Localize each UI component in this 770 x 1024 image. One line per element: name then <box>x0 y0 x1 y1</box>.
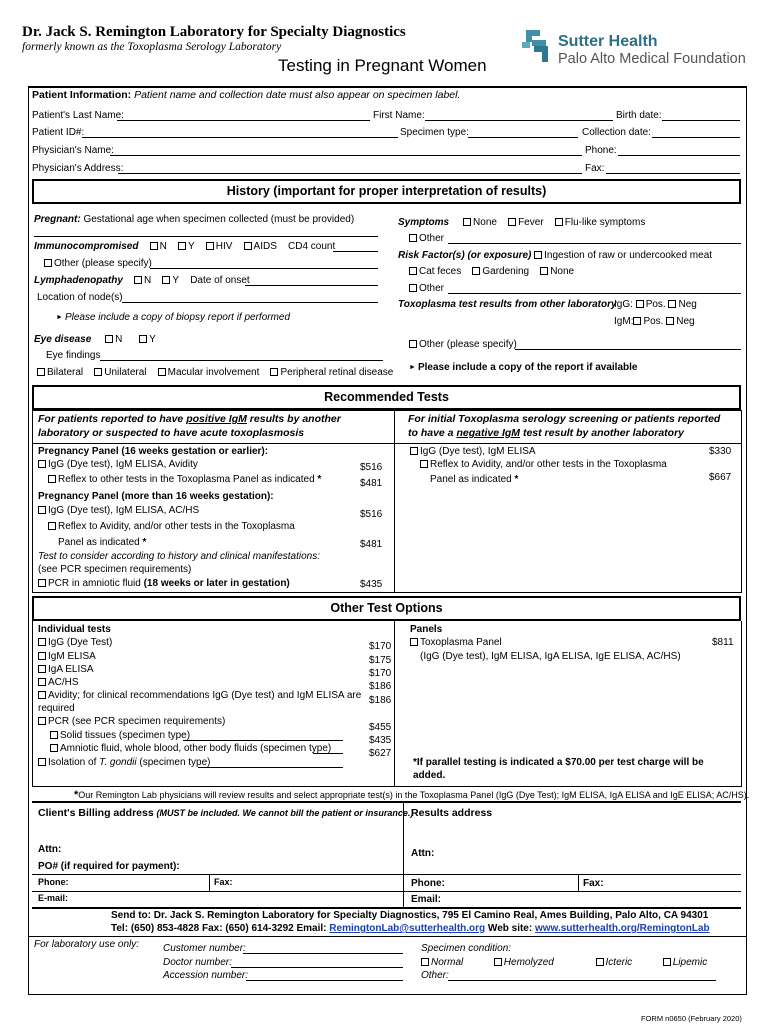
birth-date-label: Birth date: <box>616 110 662 121</box>
toxo-other-lab-label: Toxoplasma test results from other laboratory <box>398 299 617 310</box>
immuno-other-checkbox[interactable] <box>44 259 52 267</box>
left-head-1: For patients reported to have positive IgM results by another <box>38 413 341 425</box>
history-other-please: Other (please specify) <box>409 339 517 350</box>
normal-checkbox[interactable] <box>421 958 429 966</box>
fever-checkbox[interactable] <box>508 218 516 226</box>
former-name: formerly known as the Toxoplasma Serology Laboratory <box>22 41 282 53</box>
avidity-2: required <box>38 703 75 714</box>
first-name-label: First Name: <box>373 110 425 121</box>
cat-feces-checkbox[interactable] <box>409 267 417 275</box>
accession-number-field[interactable] <box>246 980 403 981</box>
parallel-1: *If parallel testing is indicated a $70.00 per test charge will be <box>413 757 704 768</box>
history-other-please-field[interactable] <box>515 349 741 350</box>
symptoms-other-checkbox[interactable] <box>409 234 417 242</box>
individual-price: $186 <box>369 681 392 692</box>
hemolyzed-checkbox[interactable] <box>494 958 502 966</box>
lipemic-checkbox[interactable] <box>663 958 671 966</box>
immuno-row: Immunocompromised N Y HIV AIDS CD4 count <box>34 241 336 252</box>
isolation-checkbox[interactable] <box>38 758 46 766</box>
client-attn: Attn: <box>38 844 62 855</box>
solid-field[interactable] <box>183 740 343 741</box>
panel16-tests: IgG (Dye test), IgM ELISA, Avidity <box>38 459 198 470</box>
avidity-checkbox[interactable] <box>38 691 46 699</box>
recommended-title: Recommended Tests <box>32 385 741 410</box>
individual-price: $170 <box>369 641 392 652</box>
lymph-n-checkbox[interactable] <box>134 276 142 284</box>
history-title: History (important for proper interpretation of results) <box>32 179 741 204</box>
toxo-panel: Toxoplasma Panel <box>410 637 502 648</box>
symptoms-none-checkbox[interactable] <box>463 218 471 226</box>
email-link[interactable]: RemingtonLab@sutterhealth.org <box>329 923 486 934</box>
right-reflex-1: Reflex to Avidity, and/or other tests in the Toxoplasma <box>420 459 667 470</box>
specimen-type-label: Specimen type: <box>400 127 469 138</box>
flu-checkbox[interactable] <box>555 218 563 226</box>
isolation: Isolation of T. gondii (specimen type) <box>38 757 211 768</box>
icteric-checkbox[interactable] <box>596 958 604 966</box>
amniotic-field[interactable] <box>313 753 343 754</box>
lymph-row: Lymphadenopathy N Y Date of onset <box>34 275 250 286</box>
reflex-toxo-checkbox[interactable] <box>48 475 56 483</box>
amniotic: Amniotic fluid, whole blood, other body fluids (specimen type) <box>50 743 331 754</box>
risk-none-checkbox[interactable] <box>540 267 548 275</box>
pcr-checkbox[interactable] <box>38 717 46 725</box>
specimen-type-field[interactable] <box>468 137 578 138</box>
right-igg-checkbox[interactable] <box>410 447 418 455</box>
eye-findings-label: Eye findings <box>46 350 101 361</box>
results-email: Email: <box>411 894 442 905</box>
solid-price: $455 <box>369 722 392 733</box>
toxo-panel-price: $811 <box>712 637 734 648</box>
results-phone: Phone: <box>411 878 445 889</box>
individual-checkbox[interactable] <box>38 665 46 673</box>
avidity-1: Avidity; for clinical recommendations IgG (Dye test) and IgM ELISA are <box>38 690 361 701</box>
patient-id-field[interactable] <box>82 137 398 138</box>
eye-n-checkbox[interactable] <box>105 335 113 343</box>
right-reflex-checkbox[interactable] <box>420 460 428 468</box>
immuno-y-checkbox[interactable] <box>178 242 186 250</box>
po-label: PO# (if required for payment): <box>38 861 180 872</box>
gardening-checkbox[interactable] <box>472 267 480 275</box>
date-onset-field[interactable] <box>245 285 378 286</box>
last-name-label: Patient's Last Name: <box>32 110 124 121</box>
reflex-price-2: $481 <box>360 539 383 550</box>
aids-checkbox[interactable] <box>244 242 252 250</box>
doctor-number-field[interactable] <box>231 967 403 968</box>
right-reflex-2: Panel as indicated * <box>430 474 519 485</box>
last-name-field[interactable] <box>117 120 370 121</box>
cd4-field[interactable] <box>333 251 378 252</box>
customer-number-field[interactable] <box>243 953 403 954</box>
physician-name-label: Physician's Name: <box>32 145 114 156</box>
isolation-field[interactable] <box>198 767 343 768</box>
phone-label: Phone: <box>585 145 617 156</box>
lab-name: Dr. Jack S. Remington Laboratory for Specialty Diagnostics <box>22 24 406 40</box>
form-title: Testing in Pregnant Women <box>278 56 487 75</box>
consider-1: Test to consider according to history and clinical manifestations: <box>38 551 320 562</box>
pcr-amniotic: PCR in amniotic fluid (18 weeks or later in gestation) <box>38 578 290 589</box>
risk-options: Cat feces Gardening None <box>409 266 574 277</box>
lymph-y-checkbox[interactable] <box>162 276 170 284</box>
fax-label: Fax: <box>585 163 605 174</box>
other-tests-title: Other Test Options <box>32 596 741 621</box>
panel-more-checkbox[interactable] <box>38 506 46 514</box>
reflex-avidity-2: Panel as indicated * <box>58 537 147 548</box>
right-igg: IgG (Dye test), IgM ELISA <box>410 446 536 457</box>
physician-name-field[interactable] <box>110 155 582 156</box>
reflex-avidity-1: Reflex to Avidity, and/or other tests in the Toxoplasma <box>48 521 295 532</box>
individual-head: Individual tests <box>38 624 111 635</box>
toxo-panel-tests: (IgG (Dye test), IgM ELISA, IgA ELISA, IgE ELISA, AC/HS) <box>420 651 681 662</box>
bilateral-checkbox[interactable] <box>37 368 45 376</box>
individual-checkbox[interactable] <box>38 678 46 686</box>
pregnant-row: Pregnant: Gestational age when specimen collected (must be provided) <box>34 214 355 225</box>
individual-checkbox[interactable] <box>38 652 46 660</box>
hiv-checkbox[interactable] <box>206 242 214 250</box>
condition-options: Normal Hemolyzed Icteric Lipemic <box>421 957 707 968</box>
solid: Solid tissues (specimen type) <box>50 730 190 741</box>
parallel-2: added. <box>413 770 446 781</box>
individual-checkbox[interactable] <box>38 638 46 646</box>
first-name-field[interactable] <box>425 120 613 121</box>
igg-pos-checkbox[interactable] <box>636 300 644 308</box>
igg-neg-checkbox[interactable] <box>668 300 676 308</box>
macular-checkbox[interactable] <box>158 368 166 376</box>
send-to-line2: Tel: (650) 853-4828 Fax: (650) 614-3292 Email: RemingtonLab@sutterhealth.org Web site: www.sutterhealth.org/RemingtonLab <box>111 923 710 934</box>
peripheral-checkbox[interactable] <box>270 368 278 376</box>
client-phone: Phone: <box>38 877 69 887</box>
amniotic-price: $435 <box>369 735 392 746</box>
doctor-number-label: Doctor number: <box>163 957 232 968</box>
logo-line1: Sutter Health <box>558 33 658 50</box>
symptoms-row: Symptoms None Fever Flu-like symptoms <box>398 217 646 228</box>
results-address: Results address <box>411 807 493 819</box>
client-billing: Client's Billing address (MUST be included. We cannot bill the patient or insurance.) <box>38 807 414 819</box>
igm-pos-checkbox[interactable] <box>633 317 641 325</box>
symptoms-other-field[interactable] <box>448 243 741 244</box>
eye-findings-field[interactable] <box>100 360 383 361</box>
footnote: *Our Remington Lab physicians will review results and select appropriate test(s) in the Toxoplasma Panel (IgG (Dye Test); IgM ELISA, IgA ELISA and IgE ELISA; AC/HS). <box>74 789 750 801</box>
individual-item: IgA ELISA <box>38 664 94 675</box>
results-attn: Attn: <box>411 848 435 859</box>
immuno-other-field[interactable] <box>150 268 378 269</box>
individual-item: IgG (Dye Test) <box>38 637 112 648</box>
risk-other-checkbox[interactable] <box>409 284 417 292</box>
results-fax: Fax: <box>583 878 604 889</box>
risk-other-field[interactable] <box>448 293 741 294</box>
physician-address-label: Physician's Address: <box>32 163 124 174</box>
toxo-panel-checkbox[interactable] <box>410 638 418 646</box>
history-other-please-checkbox[interactable] <box>409 340 417 348</box>
lab-use-label: For laboratory use only: <box>34 939 140 950</box>
immuno-n-checkbox[interactable] <box>150 242 158 250</box>
location-nodes-label: Location of node(s) <box>37 292 123 303</box>
right-head-2: to have a negative IgM test result by another laboratory <box>408 427 685 439</box>
individual-price: $175 <box>369 655 392 666</box>
eye-y-checkbox[interactable] <box>139 335 147 343</box>
raw-meat-checkbox[interactable] <box>534 251 542 259</box>
customer-number-label: Customer number: <box>163 943 246 954</box>
pcr-price: $435 <box>360 579 383 590</box>
amniotic-checkbox[interactable] <box>50 744 58 752</box>
igg-result-row: IgG: Pos. Neg <box>614 299 697 310</box>
logo-line2: Palo Alto Medical Foundation <box>558 51 746 67</box>
birth-date-field[interactable] <box>662 120 740 121</box>
patient-info-heading: Patient Information: Patient name and collection date must also appear on specimen label. <box>32 89 461 101</box>
panel16-price: $516 <box>360 462 383 473</box>
fax-field[interactable] <box>606 173 740 174</box>
panel-more-tests: IgG (Dye test), IgM ELISA, AC/HS <box>38 505 199 516</box>
gestational-age-field[interactable] <box>34 236 378 237</box>
eye-row: Eye disease N Y <box>34 334 156 345</box>
send-to-line1: Send to: Dr. Jack S. Remington Laboratory for Specialty Diagnostics, 795 El Camino Real, Ames Building, Palo Alto, CA 94301 <box>111 910 709 921</box>
left-head-2: laboratory or suspected to have acute toxoplasmosis <box>38 427 305 439</box>
consider-2: (see PCR specimen requirements) <box>38 564 192 575</box>
client-email: E-mail: <box>38 893 69 903</box>
individual-item: IgM ELISA <box>38 651 96 662</box>
website-link[interactable]: www.sutterhealth.org/RemingtonLab <box>534 923 710 934</box>
collection-date-label: Collection date: <box>582 127 651 138</box>
reflex-avidity-checkbox[interactable] <box>48 522 56 530</box>
accession-number-label: Accession number: <box>163 970 249 981</box>
phone-field[interactable] <box>618 155 740 156</box>
pcr-amniotic-checkbox[interactable] <box>38 579 46 587</box>
risk-other: Other <box>409 283 444 294</box>
panel16-checkbox[interactable] <box>38 460 46 468</box>
include-report-note: ► Please include a copy of the report if available <box>409 362 638 373</box>
reflex-price-1: $481 <box>360 478 383 489</box>
panel-more-head: Pregnancy Panel (more than 16 weeks gestation): <box>38 491 274 502</box>
location-nodes-field[interactable] <box>122 302 378 303</box>
individual-price: $170 <box>369 668 392 679</box>
condition-other-label: Other: <box>421 970 449 981</box>
igm-neg-checkbox[interactable] <box>666 317 674 325</box>
isolation-price: $627 <box>369 748 392 759</box>
condition-other-field[interactable] <box>448 980 716 981</box>
right-reflex-price: $667 <box>709 472 732 483</box>
symptoms-other: Other <box>409 233 444 244</box>
right-head-1: For initial Toxoplasma serology screening or patients reported <box>408 413 721 425</box>
risk-row: Risk Factor(s) (or exposure) Ingestion of raw or undercooked meat <box>398 250 713 261</box>
physician-address-field[interactable] <box>118 173 582 174</box>
solid-checkbox[interactable] <box>50 731 58 739</box>
biopsy-note: ► Please include a copy of biopsy report if performed <box>56 312 291 323</box>
panel-more-price: $516 <box>360 509 383 520</box>
avidity-price: $186 <box>369 695 392 706</box>
immuno-other: Other (please specify) <box>44 258 152 269</box>
patient-id-label: Patient ID#: <box>32 127 85 138</box>
form-id: FORM n0650 (February 2020) <box>641 1014 742 1023</box>
sutter-health-logo-icon <box>520 28 560 64</box>
client-fax: Fax: <box>214 877 233 887</box>
right-igg-price: $330 <box>709 446 732 457</box>
specimen-condition-label: Specimen condition: <box>421 943 512 954</box>
unilateral-checkbox[interactable] <box>94 368 102 376</box>
panel16-head: Pregnancy Panel (16 weeks gestation or earlier): <box>38 446 269 457</box>
panels-head: Panels <box>410 624 443 635</box>
eye-options: Bilateral Unilateral Macular involvement Peripheral retinal disease <box>37 367 393 378</box>
collection-date-field[interactable] <box>652 137 740 138</box>
individual-item: AC/HS <box>38 677 79 688</box>
pcr-head: PCR (see PCR specimen requirements) <box>38 716 225 727</box>
reflex-toxo: Reflex to other tests in the Toxoplasma Panel as indicated * <box>48 474 321 485</box>
igm-result-row: IgM: Pos. Neg <box>614 316 695 327</box>
